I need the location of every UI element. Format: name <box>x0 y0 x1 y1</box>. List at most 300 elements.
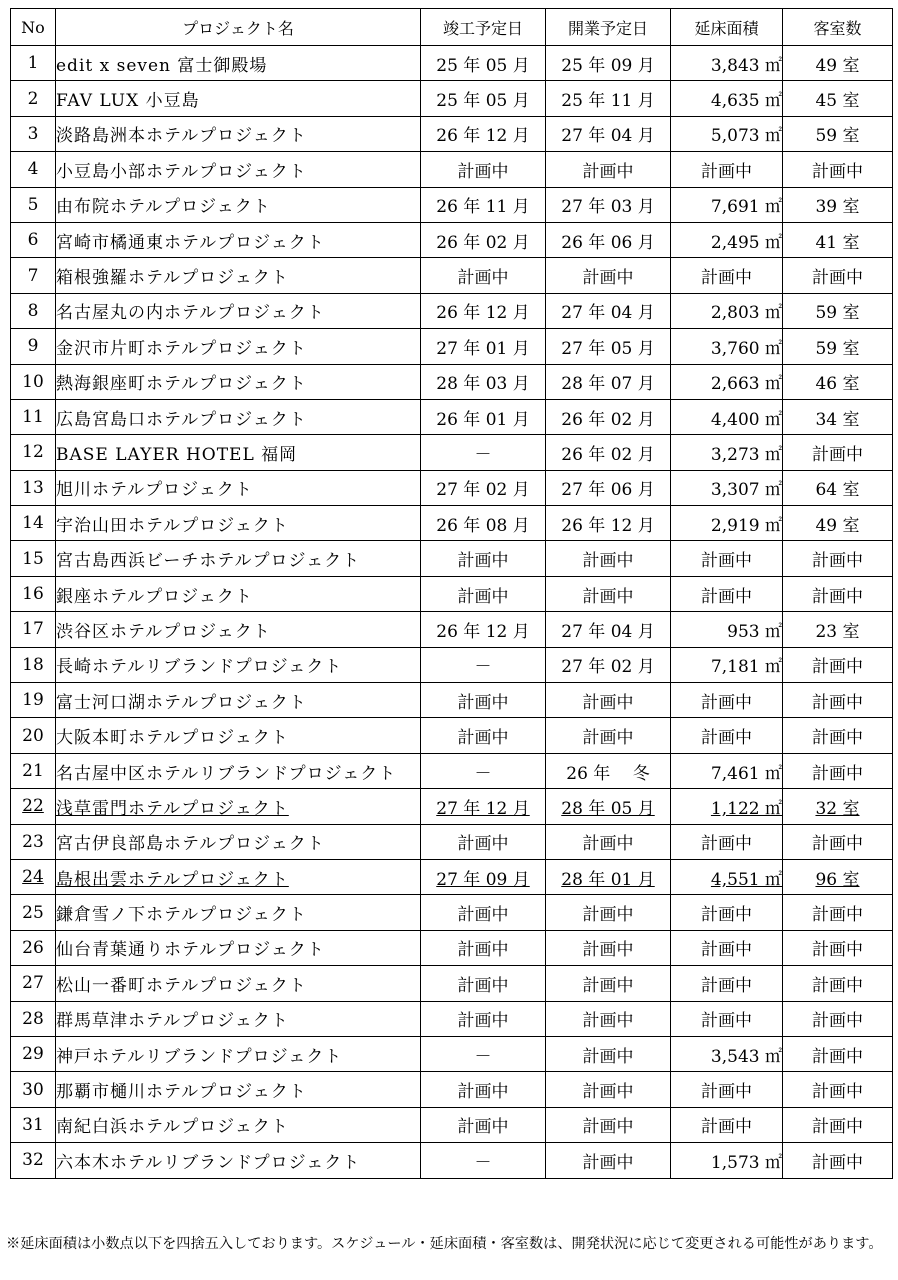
cell-completion-date-text: 計画中 <box>457 975 509 996</box>
cell-opening-date-text: 27 年 03 月 <box>561 197 655 218</box>
cell-rooms-text: 計画中 <box>812 268 863 289</box>
cell-floor-area-text: 7,461 ㎡ <box>710 763 782 784</box>
cell-completion-date-text: 計画中 <box>457 551 509 572</box>
cell-opening-date-text: 計画中 <box>582 161 634 182</box>
cell-no-text: 11 <box>22 407 44 428</box>
cell-project-name-text: 宮古島西浜ビーチホテルプロジェクト <box>56 551 361 572</box>
cell-completion-date <box>421 895 546 930</box>
cell-no-text: 18 <box>22 654 44 675</box>
cell-completion-date <box>421 612 546 647</box>
cell-completion-date <box>421 258 546 293</box>
cell-opening-date <box>546 1107 671 1142</box>
cell-rooms-text: 計画中 <box>812 551 863 572</box>
cell-project-name-text: 浅草雷門ホテルプロジェクト <box>56 798 289 819</box>
cell-project-name <box>56 789 421 824</box>
table-row <box>11 1036 893 1071</box>
cell-floor-area <box>671 718 783 753</box>
table-row <box>11 612 893 647</box>
cell-no-text: 21 <box>22 761 44 781</box>
cell-rooms-text: 41 室 <box>815 232 860 253</box>
cell-completion-date <box>421 1001 546 1036</box>
cell-rooms <box>783 116 893 151</box>
cell-project-name <box>56 576 421 611</box>
cell-project-name-text: BASE LAYER HOTEL 福岡 <box>56 444 298 465</box>
cell-completion-date-text: 計画中 <box>457 692 509 713</box>
cell-completion-date <box>421 576 546 611</box>
header-no: No <box>11 9 56 46</box>
cell-floor-area-text: 計画中 <box>701 728 752 749</box>
cell-rooms <box>783 506 893 541</box>
cell-rooms-text: 23 室 <box>815 621 860 642</box>
cell-no-text: 23 <box>22 831 44 852</box>
table-row <box>11 152 893 187</box>
cell-project-name-text: 名古屋中区ホテルリブランドプロジェクト <box>56 763 397 784</box>
cell-rooms-text: 64 室 <box>815 480 860 501</box>
cell-floor-area-text: 計画中 <box>701 834 752 855</box>
cell-opening-date <box>546 1036 671 1071</box>
cell-rooms <box>783 930 893 965</box>
cell-completion-date-text: － <box>474 763 492 784</box>
cell-floor-area <box>671 1143 783 1178</box>
cell-floor-area-text: 計画中 <box>701 905 752 926</box>
cell-opening-date <box>546 258 671 293</box>
cell-no-text: 28 <box>22 1008 44 1029</box>
cell-no-text: 30 <box>22 1079 44 1100</box>
cell-rooms-text: 計画中 <box>812 1117 863 1138</box>
cell-no <box>11 1036 56 1071</box>
cell-floor-area-text: 1,122 ㎡ <box>710 798 782 819</box>
cell-no <box>11 859 56 894</box>
cell-completion-date-text: 計画中 <box>457 268 509 289</box>
cell-no <box>11 46 56 81</box>
table-row <box>11 1143 893 1178</box>
cell-project-name-text: 広島宮島口ホテルプロジェクト <box>56 409 307 430</box>
table-row <box>11 824 893 859</box>
cell-opening-date <box>546 364 671 399</box>
cell-completion-date <box>421 1072 546 1107</box>
cell-completion-date-text: 28 年 03 月 <box>436 374 530 395</box>
cell-project-name <box>56 470 421 505</box>
cell-floor-area-text: 7,691 ㎡ <box>710 197 782 218</box>
cell-floor-area-text: 3,760 ㎡ <box>710 338 782 359</box>
cell-rooms <box>783 187 893 222</box>
cell-completion-date <box>421 541 546 576</box>
cell-completion-date <box>421 399 546 434</box>
cell-no-text: 22 <box>22 796 44 817</box>
cell-floor-area <box>671 187 783 222</box>
table-row <box>11 187 893 222</box>
cell-project-name-text: 大阪本町ホテルプロジェクト <box>56 728 289 749</box>
cell-opening-date-text: 計画中 <box>582 975 634 996</box>
cell-floor-area-text: 計画中 <box>701 586 752 607</box>
cell-rooms <box>783 222 893 257</box>
cell-floor-area <box>671 152 783 187</box>
cell-no <box>11 541 56 576</box>
cell-no-text: 15 <box>22 548 44 569</box>
cell-opening-date-text: 計画中 <box>582 1152 634 1173</box>
cell-opening-date <box>546 1143 671 1178</box>
cell-floor-area <box>671 435 783 470</box>
cell-rooms <box>783 1072 893 1107</box>
cell-completion-date <box>421 930 546 965</box>
cell-rooms <box>783 824 893 859</box>
cell-rooms-text: 計画中 <box>812 1011 863 1032</box>
cell-completion-date <box>421 824 546 859</box>
cell-rooms-text: 計画中 <box>812 975 863 996</box>
cell-no-text: 2 <box>27 88 39 109</box>
cell-opening-date <box>546 293 671 328</box>
cell-floor-area-text: 計画中 <box>701 268 752 289</box>
cell-floor-area-text: 3,273 ㎡ <box>710 444 782 465</box>
cell-project-name-text: 那覇市樋川ホテルプロジェクト <box>56 1082 307 1103</box>
cell-no-text: 19 <box>22 690 44 711</box>
cell-floor-area <box>671 753 783 788</box>
cell-project-name-text: 南紀白浜ホテルプロジェクト <box>56 1117 289 1138</box>
cell-opening-date <box>546 612 671 647</box>
cell-rooms <box>783 152 893 187</box>
cell-project-name-text: 松山一番町ホテルプロジェクト <box>56 975 307 996</box>
cell-no <box>11 329 56 364</box>
cell-project-name-text: 名古屋丸の内ホテルプロジェクト <box>56 303 325 324</box>
table-row <box>11 895 893 930</box>
cell-rooms-text: 32 室 <box>815 798 860 819</box>
cell-project-name <box>56 222 421 257</box>
cell-rooms <box>783 435 893 470</box>
cell-completion-date <box>421 1036 546 1071</box>
cell-opening-date <box>546 966 671 1001</box>
cell-project-name <box>56 718 421 753</box>
cell-rooms <box>783 576 893 611</box>
cell-completion-date-text: 計画中 <box>457 728 509 749</box>
cell-project-name <box>56 399 421 434</box>
cell-rooms <box>783 859 893 894</box>
cell-completion-date <box>421 152 546 187</box>
cell-completion-date-text: 26 年 08 月 <box>436 515 530 536</box>
header-opening-date: 開業予定日 <box>546 9 671 46</box>
cell-project-name-text: 神戸ホテルリブランドプロジェクト <box>56 1046 343 1067</box>
table-row <box>11 753 893 788</box>
cell-completion-date <box>421 1107 546 1142</box>
table-row <box>11 1001 893 1036</box>
cell-opening-date <box>546 1072 671 1107</box>
table-row <box>11 789 893 824</box>
cell-project-name-text: edit x seven 富士御殿場 <box>56 55 268 76</box>
cell-completion-date <box>421 364 546 399</box>
cell-opening-date <box>546 1001 671 1036</box>
cell-project-name <box>56 506 421 541</box>
cell-no-text: 3 <box>27 123 39 144</box>
cell-floor-area <box>671 541 783 576</box>
cell-project-name <box>56 1001 421 1036</box>
cell-no <box>11 399 56 434</box>
cell-opening-date-text: 28 年 01 月 <box>561 869 655 890</box>
cell-rooms-text: 49 室 <box>815 55 860 76</box>
cell-no <box>11 222 56 257</box>
cell-completion-date <box>421 966 546 1001</box>
cell-floor-area <box>671 81 783 116</box>
cell-opening-date-text: 計画中 <box>582 586 634 607</box>
cell-floor-area <box>671 647 783 682</box>
cell-completion-date-text: 計画中 <box>457 1117 509 1138</box>
cell-opening-date-text: 計画中 <box>582 905 634 926</box>
cell-floor-area <box>671 399 783 434</box>
cell-opening-date-text: 27 年 06 月 <box>561 480 655 501</box>
cell-rooms <box>783 258 893 293</box>
cell-opening-date <box>546 718 671 753</box>
cell-project-name <box>56 1107 421 1142</box>
cell-rooms-text: 96 室 <box>815 869 860 890</box>
cell-floor-area <box>671 789 783 824</box>
cell-completion-date <box>421 789 546 824</box>
cell-project-name-text: 宇治山田ホテルプロジェクト <box>56 515 289 536</box>
cell-floor-area-text: 2,919 ㎡ <box>710 515 782 536</box>
cell-rooms <box>783 753 893 788</box>
cell-no-text: 29 <box>22 1044 44 1065</box>
cell-opening-date <box>546 187 671 222</box>
cell-project-name <box>56 859 421 894</box>
cell-no <box>11 612 56 647</box>
cell-opening-date <box>546 81 671 116</box>
cell-opening-date-text: 計画中 <box>582 1046 634 1067</box>
cell-completion-date <box>421 470 546 505</box>
cell-no-text: 5 <box>27 194 39 215</box>
cell-completion-date <box>421 293 546 328</box>
cell-project-name <box>56 895 421 930</box>
cell-rooms <box>783 1143 893 1178</box>
cell-floor-area-text: 計画中 <box>701 940 752 961</box>
cell-completion-date-text: － <box>474 1152 492 1173</box>
cell-floor-area-text: 計画中 <box>701 161 752 182</box>
cell-no <box>11 1001 56 1036</box>
cell-rooms <box>783 789 893 824</box>
cell-floor-area-text: 3,843 ㎡ <box>710 55 782 76</box>
table-row <box>11 329 893 364</box>
cell-no <box>11 789 56 824</box>
header-completion-date: 竣工予定日 <box>421 9 546 46</box>
cell-no <box>11 576 56 611</box>
cell-no <box>11 1143 56 1178</box>
cell-opening-date <box>546 824 671 859</box>
cell-opening-date <box>546 399 671 434</box>
cell-completion-date <box>421 329 546 364</box>
cell-completion-date-text: 計画中 <box>457 834 509 855</box>
cell-opening-date <box>546 506 671 541</box>
cell-opening-date-text: 26 年 02 月 <box>561 409 655 430</box>
cell-opening-date-text: 25 年 09 月 <box>561 55 655 76</box>
cell-opening-date-text: 計画中 <box>582 268 634 289</box>
table-row <box>11 116 893 151</box>
cell-floor-area-text: 計画中 <box>701 1082 752 1103</box>
cell-rooms-text: 計画中 <box>812 657 863 678</box>
cell-floor-area-text: 3,307 ㎡ <box>710 480 782 501</box>
cell-completion-date-text: 25 年 05 月 <box>436 55 530 76</box>
cell-project-name-text: 由布院ホテルプロジェクト <box>56 197 271 218</box>
cell-project-name <box>56 81 421 116</box>
cell-project-name-text: 淡路島洲本ホテルプロジェクト <box>56 126 307 147</box>
cell-rooms <box>783 1107 893 1142</box>
cell-opening-date-text: 計画中 <box>582 940 634 961</box>
cell-no <box>11 824 56 859</box>
cell-rooms <box>783 683 893 718</box>
cell-project-name <box>56 930 421 965</box>
table-row <box>11 647 893 682</box>
cell-completion-date-text: 計画中 <box>457 905 509 926</box>
cell-no <box>11 753 56 788</box>
cell-project-name <box>56 435 421 470</box>
cell-floor-area-text: 5,073 ㎡ <box>710 126 782 147</box>
cell-floor-area <box>671 895 783 930</box>
cell-project-name-text: 小豆島小部ホテルプロジェクト <box>56 161 307 182</box>
cell-no-text: 20 <box>22 725 44 746</box>
cell-floor-area-text: 4,400 ㎡ <box>710 409 782 430</box>
cell-no <box>11 152 56 187</box>
cell-opening-date <box>546 152 671 187</box>
cell-no <box>11 647 56 682</box>
cell-completion-date-text: 27 年 09 月 <box>436 869 530 890</box>
cell-completion-date <box>421 1143 546 1178</box>
cell-completion-date-text: 25 年 05 月 <box>436 91 530 112</box>
cell-rooms-text: 計画中 <box>812 728 863 749</box>
cell-floor-area-text: 7,181 ㎡ <box>710 657 782 678</box>
cell-no <box>11 116 56 151</box>
cell-project-name-text: 宮古伊良部島ホテルプロジェクト <box>56 834 325 855</box>
table-row <box>11 541 893 576</box>
table-row <box>11 859 893 894</box>
cell-no-text: 32 <box>22 1150 44 1171</box>
cell-floor-area <box>671 966 783 1001</box>
cell-floor-area-text: 4,635 ㎡ <box>710 91 782 112</box>
cell-opening-date-text: 26 年 冬 <box>566 763 650 784</box>
cell-rooms-text: 34 室 <box>815 409 860 430</box>
cell-project-name-text: 旭川ホテルプロジェクト <box>56 480 253 501</box>
cell-project-name-text: 箱根強羅ホテルプロジェクト <box>56 268 289 289</box>
cell-opening-date <box>546 683 671 718</box>
cell-floor-area <box>671 1072 783 1107</box>
cell-no-text: 16 <box>22 584 44 605</box>
cell-project-name-text: 群馬草津ホテルプロジェクト <box>56 1011 289 1032</box>
cell-rooms <box>783 966 893 1001</box>
cell-opening-date-text: 計画中 <box>582 551 634 572</box>
cell-opening-date <box>546 435 671 470</box>
table-row <box>11 293 893 328</box>
cell-project-name <box>56 293 421 328</box>
table-row <box>11 1107 893 1142</box>
cell-floor-area-text: 953 ㎡ <box>727 621 782 642</box>
cell-no <box>11 187 56 222</box>
cell-floor-area-text: 2,495 ㎡ <box>710 232 782 253</box>
cell-completion-date <box>421 753 546 788</box>
cell-project-name-text: 仙台青葉通りホテルプロジェクト <box>56 940 325 961</box>
cell-floor-area <box>671 1001 783 1036</box>
cell-no-text: 17 <box>22 619 44 640</box>
cell-project-name-text: 宮崎市橘通東ホテルプロジェクト <box>56 232 325 253</box>
cell-completion-date-text: 計画中 <box>457 586 509 607</box>
cell-project-name-text: 島根出雲ホテルプロジェクト <box>56 869 289 890</box>
cell-no <box>11 895 56 930</box>
cell-opening-date-text: 計画中 <box>582 692 634 713</box>
cell-rooms-text: 39 室 <box>815 197 860 218</box>
cell-rooms-text: 46 室 <box>815 374 860 395</box>
cell-opening-date <box>546 647 671 682</box>
cell-completion-date <box>421 506 546 541</box>
cell-completion-date-text: 計画中 <box>457 161 509 182</box>
cell-floor-area <box>671 506 783 541</box>
cell-no-text: 9 <box>27 336 39 357</box>
cell-opening-date-text: 28 年 07 月 <box>561 374 655 395</box>
cell-rooms <box>783 470 893 505</box>
cell-completion-date <box>421 859 546 894</box>
cell-floor-area <box>671 1036 783 1071</box>
table-row <box>11 966 893 1001</box>
cell-rooms <box>783 718 893 753</box>
table-row <box>11 506 893 541</box>
table-row <box>11 435 893 470</box>
cell-rooms-text: 計画中 <box>812 940 863 961</box>
cell-rooms-text: 計画中 <box>812 692 863 713</box>
cell-floor-area <box>671 293 783 328</box>
cell-floor-area <box>671 116 783 151</box>
cell-opening-date-text: 27 年 04 月 <box>561 303 655 324</box>
table-row <box>11 683 893 718</box>
cell-completion-date-text: 26 年 12 月 <box>436 621 530 642</box>
cell-completion-date <box>421 718 546 753</box>
cell-rooms-text: 計画中 <box>812 1046 863 1067</box>
table-row <box>11 258 893 293</box>
cell-opening-date <box>546 46 671 81</box>
cell-completion-date-text: 計画中 <box>457 1082 509 1103</box>
cell-no <box>11 718 56 753</box>
cell-project-name <box>56 1072 421 1107</box>
cell-no-text: 8 <box>27 300 39 321</box>
table-row <box>11 364 893 399</box>
cell-rooms-text: 59 室 <box>815 126 860 147</box>
cell-rooms <box>783 399 893 434</box>
cell-no-text: 25 <box>22 902 44 923</box>
cell-rooms <box>783 293 893 328</box>
cell-no <box>11 258 56 293</box>
cell-no-text: 10 <box>22 371 44 392</box>
cell-completion-date-text: － <box>474 657 492 678</box>
cell-rooms-text: 59 室 <box>815 338 860 359</box>
cell-project-name <box>56 647 421 682</box>
cell-project-name-text: 金沢市片町ホテルプロジェクト <box>56 338 307 359</box>
cell-rooms <box>783 46 893 81</box>
cell-project-name <box>56 541 421 576</box>
cell-floor-area <box>671 824 783 859</box>
cell-floor-area-text: 計画中 <box>701 1117 752 1138</box>
cell-rooms-text: 59 室 <box>815 303 860 324</box>
cell-completion-date <box>421 187 546 222</box>
cell-project-name <box>56 116 421 151</box>
cell-project-name <box>56 966 421 1001</box>
header-rooms: 客室数 <box>783 9 893 46</box>
cell-completion-date <box>421 81 546 116</box>
cell-no-text: 26 <box>22 937 44 958</box>
cell-opening-date <box>546 329 671 364</box>
cell-floor-area-text: 計画中 <box>701 1011 752 1032</box>
cell-floor-area-text: 1,573 ㎡ <box>710 1152 782 1173</box>
cell-project-name <box>56 152 421 187</box>
cell-project-name-text: 鎌倉雪ノ下ホテルプロジェクト <box>56 905 307 926</box>
cell-floor-area <box>671 1107 783 1142</box>
cell-rooms-text: 計画中 <box>812 586 863 607</box>
cell-completion-date <box>421 647 546 682</box>
cell-floor-area-text: 3,543 ㎡ <box>710 1046 782 1067</box>
cell-no-text: 4 <box>27 159 39 180</box>
table-row <box>11 399 893 434</box>
cell-no-text: 27 <box>22 973 44 994</box>
cell-project-name <box>56 824 421 859</box>
